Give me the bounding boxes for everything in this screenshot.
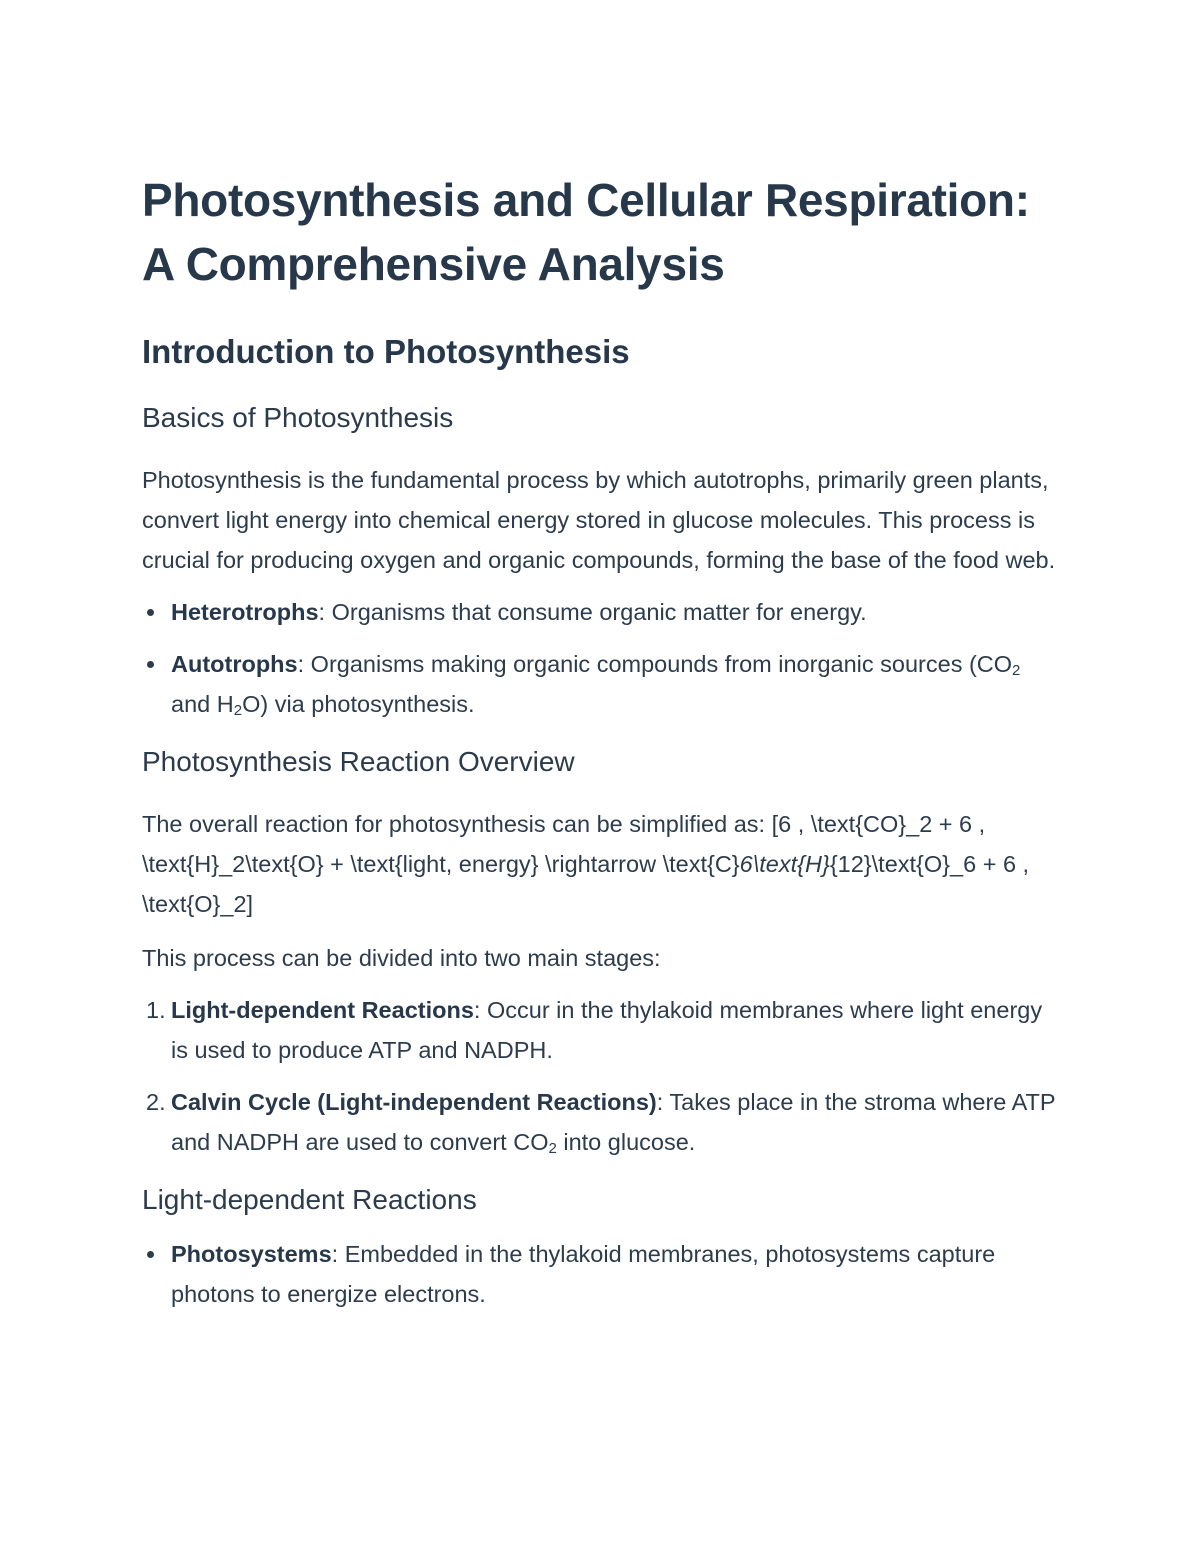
reaction-text-italic: 6\text{H} xyxy=(739,851,830,877)
reaction-text-part1: The overall reaction for photosynthesis can be simplified as: [6 , \text{CO}_2 + 6 , \text{H}_2\text{O} + \text{light, energy} \rightarrow \text{C} xyxy=(142,811,986,877)
term-autotrophs: Autotrophs xyxy=(171,651,298,677)
list-number: 2. xyxy=(146,1089,166,1115)
stage-item-calvin-cycle xyxy=(146,1082,1062,1162)
document-page xyxy=(142,168,1062,1314)
subsection-heading-light-dependent: Light-dependent Reactions xyxy=(142,1184,477,1215)
section-heading-intro: Introduction to Photosynthesis xyxy=(142,333,630,370)
subscript: 2 xyxy=(233,702,243,719)
list-item-heterotrophs xyxy=(171,592,1062,632)
term-calvin-cycle: Calvin Cycle (Light-independent Reactions) xyxy=(171,1089,657,1115)
definition-calvin-part1: : Takes place in the stroma where ATP and NADPH are used to convert CO xyxy=(171,1089,1056,1155)
list-item-photosystems xyxy=(171,1234,1062,1314)
document-title: Photosynthesis and Cellular Respiration: A Comprehensive Analysis xyxy=(142,174,1030,290)
stages-list xyxy=(142,990,1062,1162)
subscript: 2 xyxy=(548,1140,557,1157)
bullet-dot xyxy=(147,609,154,616)
definition-light-dependent: : Occur in the thylakoid membranes where light energy is used to produce ATP and NADPH. xyxy=(171,997,1043,1063)
term-heterotrophs: Heterotrophs xyxy=(171,599,319,625)
definition-autotrophs-part3: O) via photosynthesis. xyxy=(242,691,475,717)
stages-intro: This process can be divided into two main stages: xyxy=(142,945,661,971)
organism-types-list xyxy=(142,592,1062,724)
definition-calvin-part2: into glucose. xyxy=(556,1129,696,1155)
subsection-heading-reaction-overview: Photosynthesis Reaction Overview xyxy=(142,746,575,777)
definition-heterotrophs: : Organisms that consume organic matter for energy. xyxy=(318,599,867,625)
subscript: 2 xyxy=(1012,662,1021,679)
list-number: 1. xyxy=(146,997,166,1023)
light-dependent-list xyxy=(142,1234,1062,1314)
definition-autotrophs-part2: and H xyxy=(171,691,234,717)
term-light-dependent: Light-dependent Reactions xyxy=(171,997,474,1023)
definition-autotrophs-part1: : Organisms making organic compounds from inorganic sources (CO xyxy=(297,651,1013,677)
definition-photosystems: : Embedded in the thylakoid membranes, photosystems capture photons to energize electrons. xyxy=(171,1241,996,1307)
term-photosystems: Photosystems xyxy=(171,1241,332,1267)
bullet-dot xyxy=(147,1251,154,1258)
stage-item-light-dependent xyxy=(146,990,1062,1070)
reaction-text-part2: {12}\text{O}_6 + 6 , \text{O}_2] xyxy=(142,851,1030,917)
basics-paragraph: Photosynthesis is the fundamental process by which autotrophs, primarily green plants, convert light energy into chemical energy stored in glucose molecules. This process is crucial for producing oxygen and organic compounds, forming the base of the food web. xyxy=(142,467,1056,573)
list-item-autotrophs xyxy=(171,644,1062,724)
bullet-dot xyxy=(147,661,154,668)
reaction-paragraph xyxy=(142,804,1062,924)
subsection-heading-basics: Basics of Photosynthesis xyxy=(142,402,454,433)
